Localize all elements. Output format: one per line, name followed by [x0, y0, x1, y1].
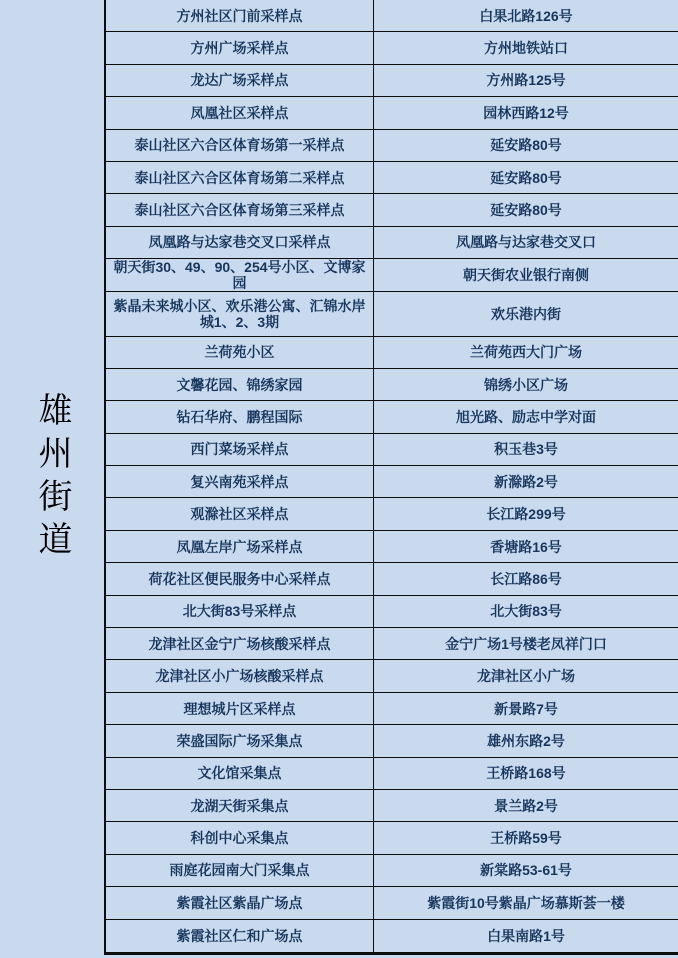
table-row: [106, 32, 678, 64]
site-cell: 龙达广场采样点: [106, 65, 374, 96]
address-cell: 香塘路16号: [490, 538, 562, 555]
site-cell: 方州广场采样点: [106, 32, 374, 63]
site-cell: 复兴南苑采样点: [106, 466, 374, 497]
address-cell: 延安路80号: [490, 202, 562, 219]
table-row: [106, 660, 678, 692]
address-cell: 兰荷苑西大门广场: [470, 344, 582, 361]
site-cell: 凤凰左岸广场采样点: [106, 531, 374, 562]
site-cell: 北大街83号采样点: [106, 596, 374, 627]
region-label-column: [0, 0, 104, 955]
table-row: [106, 292, 678, 337]
address-cell: 朝天街农业银行南侧: [463, 266, 589, 283]
site-cell: 朝天街30、49、90、254号小区、文博家园: [106, 259, 374, 290]
table-row: [106, 65, 678, 97]
table-row: [106, 259, 678, 291]
table-row: [106, 0, 678, 32]
address-cell: 新景路7号: [494, 700, 558, 717]
address-cell: 王桥路59号: [490, 830, 562, 847]
site-cell: 观滁社区采样点: [106, 498, 374, 529]
address-cell: 新棠路53-61号: [480, 862, 572, 879]
site-cell: 龙津社区小广场核酸采样点: [106, 660, 374, 691]
site-cell: 雨庭花园南大门采集点: [106, 855, 374, 886]
site-cell: 方州社区门前采样点: [106, 0, 374, 31]
table-row: [106, 401, 678, 433]
site-cell: 龙津社区金宁广场核酸采样点: [106, 628, 374, 659]
table-row: [106, 596, 678, 628]
table-row: [106, 194, 678, 226]
site-cell: 龙湖天街采集点: [106, 790, 374, 821]
address-cell: 金宁广场1号楼老凤祥门口: [445, 635, 607, 652]
address-cell: 凤凰路与达家巷交叉口: [456, 234, 596, 251]
table-row: [106, 369, 678, 401]
table-row: [106, 693, 678, 725]
table-row: [106, 887, 678, 919]
region-label: 雄州街道: [32, 391, 72, 564]
table-row: [106, 130, 678, 162]
address-cell: 北大街83号: [490, 603, 562, 620]
address-cell: 园林西路12号: [483, 104, 569, 121]
sampling-points-table: [104, 0, 678, 955]
address-cell: 景兰路2号: [494, 797, 558, 814]
site-cell: 紫霞社区紫晶广场点: [106, 887, 374, 918]
address-cell: 紫霞街10号紫晶广场慕斯荟一楼: [427, 894, 625, 911]
site-cell: 荷花社区便民服务中心采样点: [106, 563, 374, 594]
address-cell: 王桥路168号: [486, 765, 566, 782]
site-cell: 西门菜场采样点: [106, 434, 374, 465]
table-row: [106, 434, 678, 466]
address-cell: 积玉巷3号: [494, 441, 558, 458]
address-cell: 旭光路、励志中学对面: [456, 408, 596, 425]
address-cell: 新滁路2号: [494, 473, 558, 490]
site-cell: 文化馆采集点: [106, 758, 374, 789]
address-cell: 白果北路126号: [479, 7, 573, 24]
table-row: [106, 628, 678, 660]
address-cell: 欢乐港内街: [491, 305, 561, 322]
table-row: [106, 162, 678, 194]
table-row: [106, 758, 678, 790]
table-row: [106, 531, 678, 563]
address-cell: 长江路86号: [490, 570, 562, 587]
table-row: [106, 227, 678, 259]
table-row: [106, 855, 678, 887]
table-row: [106, 337, 678, 369]
site-cell: 钻石华府、鹏程国际: [106, 401, 374, 432]
table-row: [106, 97, 678, 129]
address-cell: 延安路80号: [490, 137, 562, 154]
address-cell: 方州路125号: [486, 72, 566, 89]
table-row: [106, 920, 678, 952]
site-cell: 泰山社区六合区体育场第一采样点: [106, 130, 374, 161]
table-row: [106, 498, 678, 530]
address-cell: 白果南路1号: [487, 927, 565, 944]
address-cell: 长江路299号: [486, 506, 566, 523]
table-row: [106, 563, 678, 595]
address-cell: 延安路80号: [490, 169, 562, 186]
site-cell: 紫霞社区仁和广场点: [106, 920, 374, 952]
site-cell: 科创中心采集点: [106, 822, 374, 853]
address-cell: 锦绣小区广场: [484, 376, 568, 393]
table-row: [106, 466, 678, 498]
table-row: [106, 790, 678, 822]
table-row: [106, 725, 678, 757]
address-cell: 雄州东路2号: [487, 732, 565, 749]
site-cell: 荣盛国际广场采集点: [106, 725, 374, 756]
site-cell: 兰荷苑小区: [106, 337, 374, 368]
site-cell: 凤凰路与达家巷交叉口采样点: [106, 227, 374, 258]
site-cell: 紫晶未来城小区、欢乐港公寓、汇锦水岸城1、2、3期: [106, 292, 374, 336]
table-body: [106, 0, 678, 952]
site-cell: 泰山社区六合区体育场第二采样点: [106, 162, 374, 193]
table-row: [106, 822, 678, 854]
site-cell: 凤凰社区采样点: [106, 97, 374, 128]
address-cell: 方州地铁站口: [484, 40, 568, 57]
site-cell: 泰山社区六合区体育场第三采样点: [106, 194, 374, 225]
site-cell: 文馨花园、锦绣家园: [106, 369, 374, 400]
site-cell: 理想城片区采样点: [106, 693, 374, 724]
address-cell: 龙津社区小广场: [477, 668, 575, 685]
